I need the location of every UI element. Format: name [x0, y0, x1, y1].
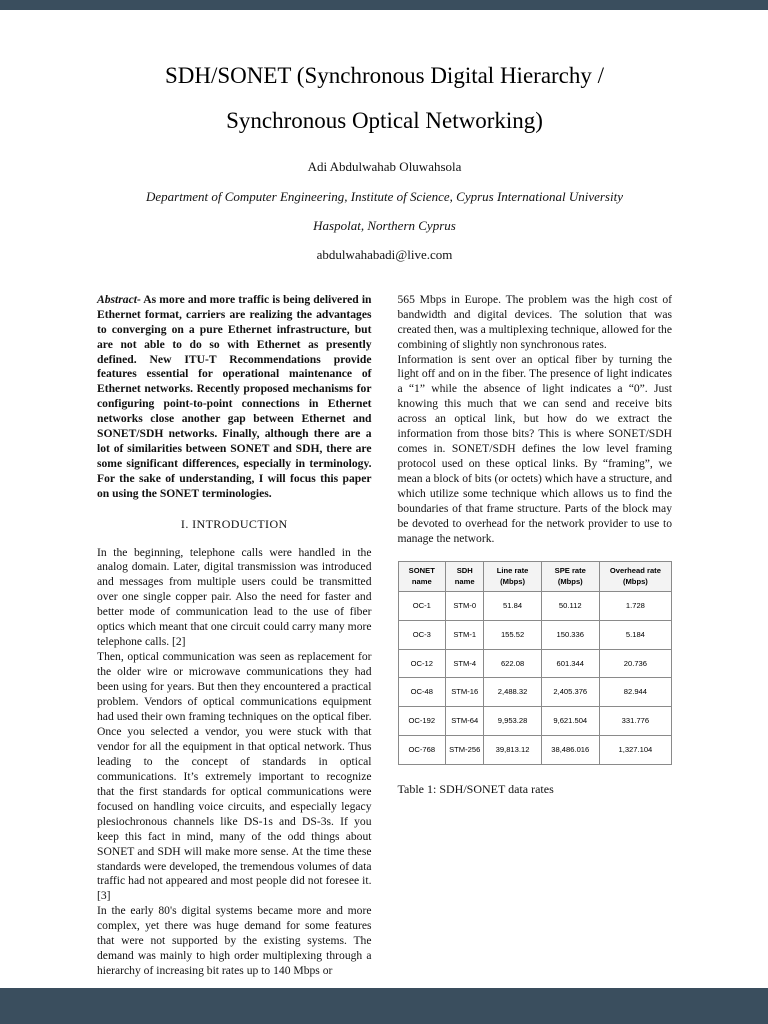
cell-spe-rate: 150.336 — [541, 620, 599, 649]
cell-sonet: OC-1 — [398, 592, 446, 621]
cell-sonet: OC-48 — [398, 678, 446, 707]
cell-spe-rate: 50.112 — [541, 592, 599, 621]
location: Haspolat, Northern Cyprus — [313, 217, 456, 233]
cell-spe-rate: 2,405.376 — [541, 678, 599, 707]
abstract-text: As more and more traffic is being delivered in Ethernet format, carriers are realizing the advantages to converging on a pure Ethernet infrastructure, but are not able to do so with Ethernet as presently defined. New ITU-T Recommendations provide features essential for operational maintenance of Ethernet networks. Recently proposed mechanisms for configuring point-to-point connections in Ethernet networks close another gap between Ethernet and SONET/SDH networks. Finally, although there are a lot of similarities between SONET and SDH, there are some significant differences, especially in terminology. For the sake of understanding, I will focus this paper on using the SONET terminologies. — [97, 292, 372, 501]
title-line-1: SDH/SONET (Synchronous Digital Hierarchy / — [164, 63, 605, 88]
cell-spe-rate: 38,486.016 — [541, 736, 599, 765]
paper-title — [97, 54, 672, 144]
email-address: abdulwahabadi@live.com — [316, 246, 453, 262]
table-row — [398, 592, 672, 621]
section-heading-introduction: I. INTRODUCTION — [180, 517, 288, 532]
cell-sdh: STM-64 — [446, 707, 484, 736]
col-header-sonet-name: SONET name — [398, 561, 446, 591]
cell-overhead-rate: 1.728 — [599, 592, 671, 621]
cell-overhead-rate: 5.184 — [599, 620, 671, 649]
cell-line-rate: 39,813.12 — [484, 736, 541, 765]
cell-spe-rate: 9,621.504 — [541, 707, 599, 736]
author-name: Adi Abdulwahab Oluwahsola — [307, 158, 462, 174]
cell-sdh: STM-256 — [446, 736, 484, 765]
table-body — [398, 592, 672, 765]
right-paragraph-2: Information is sent over an optical fiber by turning the light off and on in the fiber. The presence of light indicates a “1” while the absence of light indicates a “0”. Just knowing this much that we can send and receive bits across an optical link, but how do we extract the information from those bits? This is where SONET/SDH comes in. SONET/SDH defines the low level framing protocol used on these optical links. By “framing”, we mean a block of bits (or octets) which have a structure, and which utilize some technique which allows us to find the boundaries of that frame structure. Parts of the block may be devoted to overhead for the network provider to use to manage the network. — [397, 352, 672, 545]
document-page — [0, 10, 768, 988]
cell-overhead-rate: 1,327.104 — [599, 736, 671, 765]
cell-sdh: STM-1 — [446, 620, 484, 649]
table-row — [398, 620, 672, 649]
cell-sdh: STM-16 — [446, 678, 484, 707]
table-row — [398, 678, 672, 707]
right-paragraph-1: 565 Mbps in Europe. The problem was the high cost of bandwidth and digital devices. The solution that was created then, was a multiplexing technique, allowed for the combining of slightly non synchronous rates. — [397, 292, 672, 351]
affiliation: Department of Computer Engineering, Institute of Science, Cyprus International University — [146, 188, 623, 204]
cell-overhead-rate: 82.944 — [599, 678, 671, 707]
col-header-overhead-rate: Overhead rate (Mbps) — [599, 561, 671, 591]
two-column-body — [97, 293, 672, 979]
abstract-paragraph — [97, 293, 372, 502]
cell-line-rate: 622.08 — [484, 649, 541, 678]
cell-overhead-rate: 331.776 — [599, 707, 671, 736]
cell-sonet: OC-12 — [398, 649, 446, 678]
intro-paragraph-2: Then, optical communication was seen as replacement for the older wire or microwave communications they had been using for years. But then they encountered a practical problem. Vendors of optical communications equipment had used their own framing techniques on the optical fiber. Once you selected a vendor, you were stuck with that vendor for all the equipment in that optical network. Thus leading to the concept of standards in optical communications. It’s extremely important to recognize that the first standards for optical communications were focused on handling voice circuits, and especially legacy plesiochronous channels like DS-1s and DS-3s. If you keep this fact in mind, many of the odd things about SONET and SDH will make more sense. At the time these standards were developed, the tremendous volumes of data traffic had not appeared and most people did not foresee it.[3] — [97, 650, 372, 903]
cell-sdh: STM-4 — [446, 649, 484, 678]
table-row — [398, 707, 672, 736]
page-content — [0, 10, 768, 979]
intro-paragraph-1: In the beginning, telephone calls were handled in the analog domain. Later, digital transmission was introduced and messages from multiple users could be transmitted over one single copper pair. Also the need for faster and better mode of communication lead to the use of fiber optics which meant that one circuit could carry many more telephone calls. [2] — [97, 545, 372, 649]
table-header-row — [398, 561, 672, 591]
intro-paragraph-3: In the early 80's digital systems became more and more complex, yet there was huge demand for some features that were not supported by the existing systems. The demand was mainly to high order multiplexing through a hierarchy of increasing bit rates up to 140 Mbps or — [97, 904, 372, 978]
right-column — [398, 293, 673, 979]
cell-line-rate: 9,953.28 — [484, 707, 541, 736]
cell-overhead-rate: 20.736 — [599, 649, 671, 678]
table-caption: Table 1: SDH/SONET data rates — [397, 781, 554, 796]
cell-line-rate: 155.52 — [484, 620, 541, 649]
table-row — [398, 649, 672, 678]
col-header-sdh-name: SDH name — [446, 561, 484, 591]
abstract-label: Abstract- — [97, 292, 141, 306]
col-header-line-rate: Line rate (Mbps) — [484, 561, 541, 591]
data-rates-table — [398, 561, 673, 765]
cell-sdh: STM-0 — [446, 592, 484, 621]
col-header-spe-rate: SPE rate (Mbps) — [541, 561, 599, 591]
cell-line-rate: 2,488.32 — [484, 678, 541, 707]
cell-line-rate: 51.84 — [484, 592, 541, 621]
cell-sonet: OC-192 — [398, 707, 446, 736]
table-row — [398, 736, 672, 765]
cell-sonet: OC-768 — [398, 736, 446, 765]
table-header — [398, 561, 672, 591]
title-line-2: Synchronous Optical Networking) — [226, 107, 543, 133]
cell-spe-rate: 601.344 — [541, 649, 599, 678]
left-column — [97, 293, 372, 979]
cell-sonet: OC-3 — [398, 620, 446, 649]
